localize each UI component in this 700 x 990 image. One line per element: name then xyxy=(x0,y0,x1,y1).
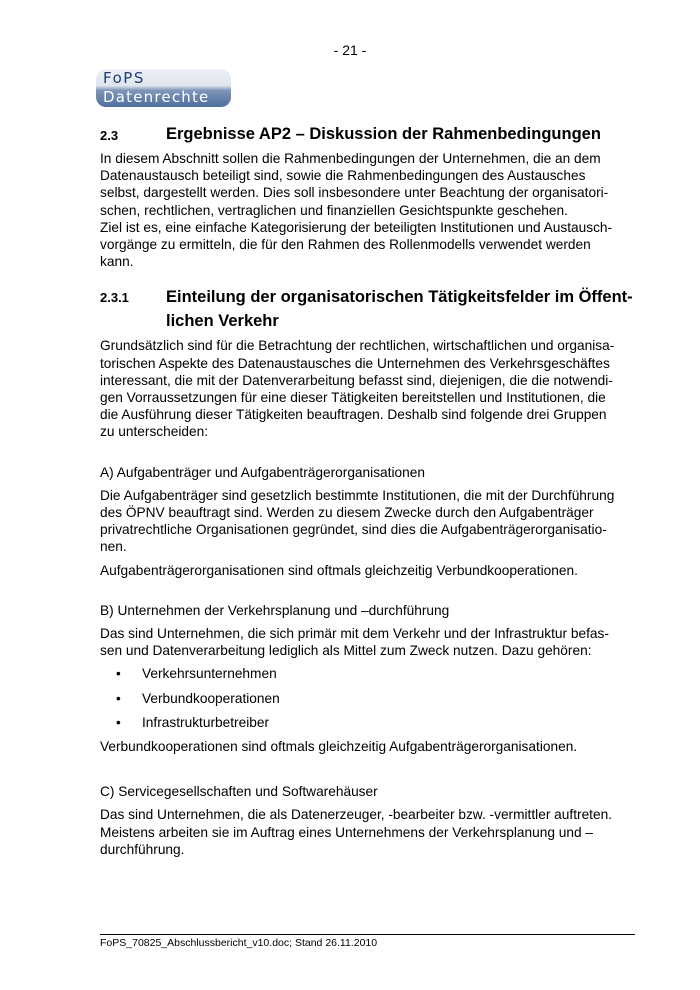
list-item xyxy=(100,665,633,682)
text-line: Meistens arbeiten sie im Auftrag eines Unternehmens der Verkehrsplanung und – xyxy=(100,824,594,840)
text-line: In diesem Abschnitt sollen die Rahmenbedingungen der Unternehmen, die an dem xyxy=(100,151,601,166)
text-line: Das sind Unternehmen, die als Datenerzeuger, -bearbeiter bzw. -vermittler auftreten. xyxy=(100,807,613,823)
group-a-paragraph xyxy=(100,487,633,556)
list-item-text: Infrastrukturbetreiber xyxy=(142,715,270,731)
text-line: gen Vorraussetzungen für eine dieser Tätigkeiten bereitstellen und Institutionen, die xyxy=(100,390,606,406)
text-line: schen, rechtlichen, vertraglichen und finanziellen Gesichtspunkte geschehen. xyxy=(100,202,568,218)
text-line: kann. xyxy=(100,254,134,270)
text-line: die Ausführung dieser Tätigkeiten beauftragen. Deshalb sind folgende drei Gruppen xyxy=(100,407,607,423)
text-line: zu unterscheiden: xyxy=(100,424,209,440)
subsection-intro-paragraph xyxy=(100,337,633,440)
document-body xyxy=(100,123,633,858)
text-line: interessant, die mit der Datenverarbeitung befasst sind, diejenigen, die die notwendi- xyxy=(100,372,613,388)
text-line: durchführung. xyxy=(100,841,185,857)
page-number: - 21 - xyxy=(333,42,367,58)
group-a-note: Aufgabenträgerorganisationen sind oftmals gleichzeitig Verbundkooperationen. xyxy=(100,562,578,578)
text-line: des ÖPNV beauftragt sind. Werden zu diesem Zwecke durch den Aufgabenträger xyxy=(100,505,594,521)
list-item-text: Verkehrsunternehmen xyxy=(142,666,277,682)
list-item xyxy=(100,690,633,707)
subsection-title xyxy=(166,285,633,333)
list-item-text: Verbundkooperationen xyxy=(142,690,280,706)
text-line: torischen Aspekte des Datenaustausches die Unternehmen des Verkehrsgeschäftes xyxy=(100,355,610,371)
group-c-paragraph xyxy=(100,806,633,858)
text-line: privatrechtliche Organisationen gegründet, sind dies die Aufgabenträgerorganisatio- xyxy=(100,522,607,538)
group-a-heading: A) Aufgabenträger und Aufgabenträgerorganisationen xyxy=(100,464,425,480)
bullet-icon: • xyxy=(116,715,121,731)
subsection-title-line: lichen Verkehr xyxy=(166,312,279,331)
group-b-note: Verbundkooperationen sind oftmals gleichzeitig Aufgabenträgerorganisationen. xyxy=(100,738,578,754)
logo-line-fops: FoPS xyxy=(103,69,145,87)
text-line: Datenaustausch beteiligt sind, sowie die Rahmenbedingungen des Austausches xyxy=(100,168,586,184)
text-line: Die Aufgabenträger sind gesetzlich bestimmte Institutionen, die mit der Durchführung xyxy=(100,487,615,503)
section-heading xyxy=(100,123,633,147)
bullet-icon: • xyxy=(116,666,121,682)
text-line: Ziel ist es, eine einfache Kategorisierung der beteiligten Institutionen und Austausch- xyxy=(100,219,613,235)
subsection-number: 2.3.1 xyxy=(100,290,129,306)
footer-filename: FoPS_70825_Abschlussbericht_v10.doc; Stand 26.11.2010 xyxy=(100,937,378,949)
text-line: Das sind Unternehmen, die sich primär mit dem Verkehr und der Infrastruktur befas- xyxy=(100,626,609,642)
text-line: Grundsätzlich sind für die Betrachtung der rechtlichen, wirtschaftlichen und organisa- xyxy=(100,338,615,354)
group-b-paragraph xyxy=(100,625,633,659)
footer-divider xyxy=(100,934,635,935)
group-b-bullet-list xyxy=(100,665,633,731)
text-line: selbst, dargestellt werden. Dies soll insbesondere unter Beachtung der organisatori- xyxy=(100,185,609,201)
text-line: nen. xyxy=(100,539,127,555)
section-intro-paragraph xyxy=(100,150,633,270)
text-line: sen und Datenverarbeitung lediglich als Mittel zum Zweck nutzen. Dazu gehören: xyxy=(100,643,592,659)
group-b-heading: B) Unternehmen der Verkehrsplanung und –durchführung xyxy=(100,602,450,618)
fops-logo xyxy=(96,69,231,107)
subsection-title-line: Einteilung der organisatorischen Tätigkeitsfelder im Öffent- xyxy=(166,288,633,307)
text-line: vorgänge zu ermitteln, die für den Rahmen des Rollenmodells verwendet werden xyxy=(100,237,591,253)
section-number: 2.3 xyxy=(100,128,119,143)
subsection-heading xyxy=(100,285,633,333)
list-item xyxy=(100,714,633,731)
logo-line-datenrechte: Datenrechte xyxy=(103,88,210,106)
section-title: Ergebnisse AP2 – Diskussion der Rahmenbedingungen xyxy=(166,125,601,143)
bullet-icon: • xyxy=(116,690,121,706)
group-c-heading: C) Servicegesellschaften und Softwarehäuser xyxy=(100,784,378,800)
